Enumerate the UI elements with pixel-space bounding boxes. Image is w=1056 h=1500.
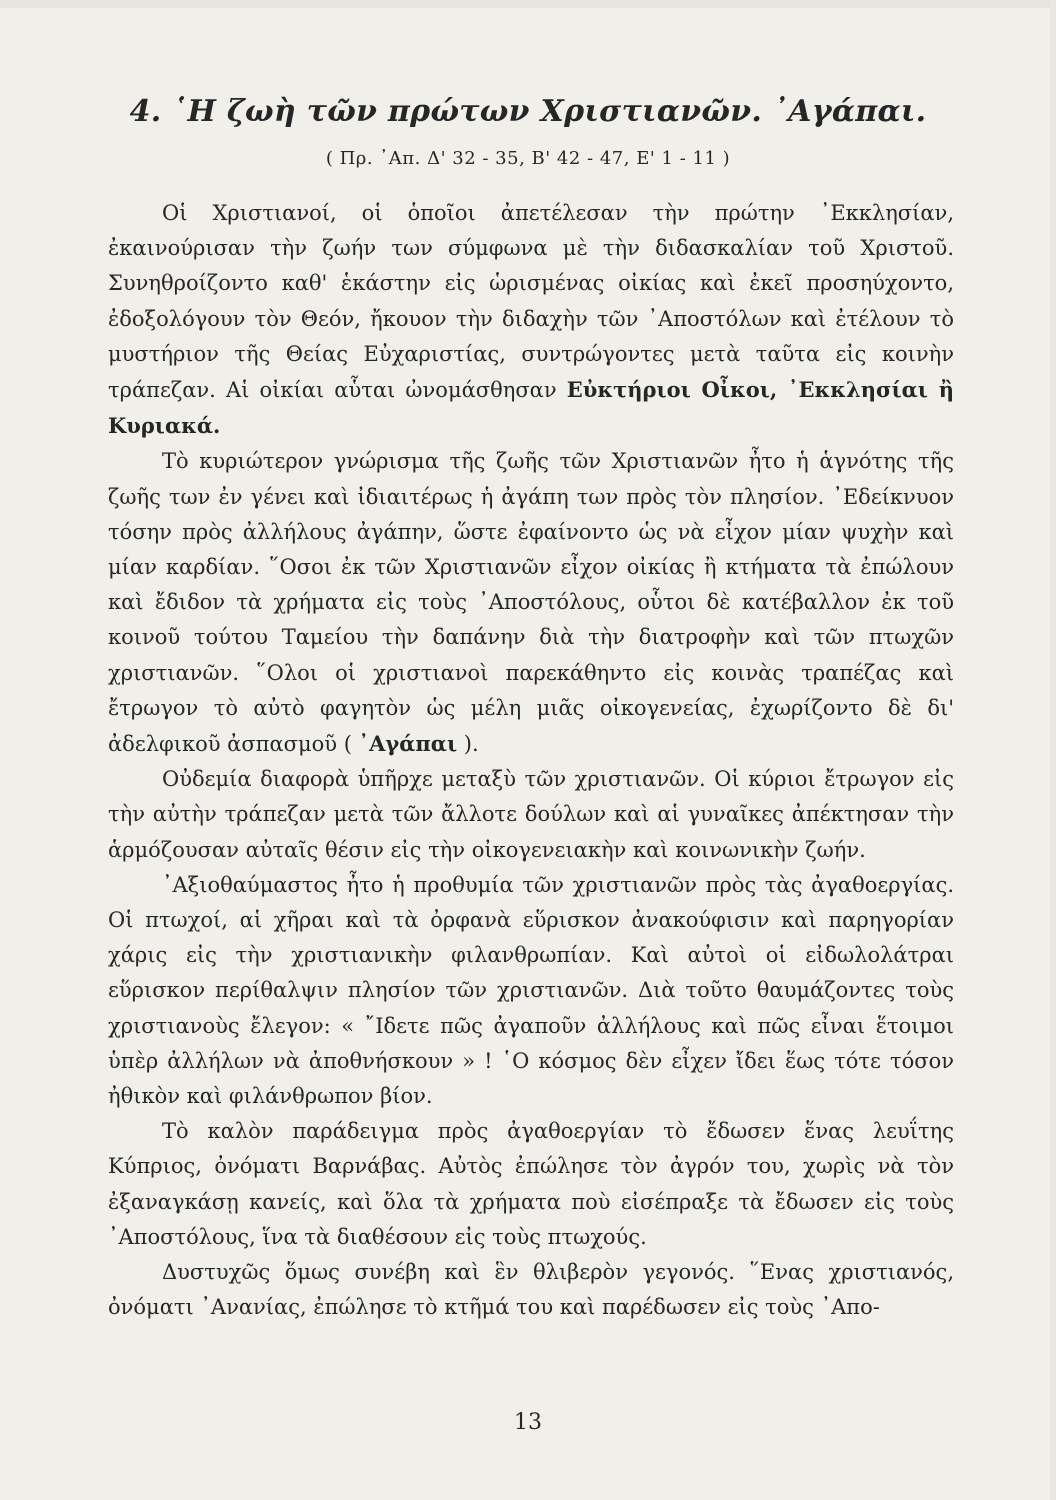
paragraph-2 xyxy=(108,444,954,762)
paragraph-3 xyxy=(108,762,954,868)
page-number: 13 xyxy=(514,1410,542,1435)
body-text xyxy=(108,196,954,1326)
paragraph-text: Τὸ καλὸν παράδειγμα πρὸς ἀγαθοεργίαν τὸ ἔδωσεν ἕνας λευΐτης Κύπριος, ὀνόματι Βαρνάβας. Αὐτὸς ἐπώλησε τὸν ἀγρόν του, χωρὶς νὰ τὸν ἐξαναγκάσῃ κανείς, καὶ ὅλα τὰ χρήματα ποὺ εἰσέπραξε τὰ ἔδωσεν εἰς τοὺς ᾿Αποστόλους, ἵνα τὰ διαθέσουν εἰς τοὺς πτωχούς. xyxy=(108,1119,954,1249)
paragraph-text: Τὸ κυριώτερον γνώρισμα τῆς ζωῆς τῶν Χριστιανῶν ἦτο ἡ ἁγνότης τῆς ζωῆς των ἐν γένει καὶ ἰδιαιτέρως ἡ ἀγάπη των πρὸς τὸν πλησίον. ᾿Εδείκνυον τόσην πρὸς ἀλλήλους ἀγάπην, ὥστε ἐφαίνοντο ὡς νὰ εἶχον μίαν ψυχὴν καὶ μίαν καρδίαν. ῞Οσοι ἐκ τῶν Χριστιανῶν εἶχον οἰκίας ἢ κτήματα τὰ ἐπώλουν καὶ ἔδιδον τὰ χρήματα εἰς τοὺς ᾿Αποστόλους, οὗτοι δὲ κατέβαλλον ἐκ τοῦ κοινοῦ τούτου Ταμείου τὴν δαπάνην διὰ τὴν διατροφὴν καὶ τῶν πτωχῶν χριστιανῶν. ῞Ολοι οἱ χριστιανοὶ παρεκάθηντο εἰς κοινὰς τραπέζας καὶ ἔτρωγον τὸ αὐτὸ φαγητὸν ὡς μέλη μιᾶς οἰκογενείας, ἐχωρίζοντο δὲ δι' ἀδελφικοῦ ἀσπασμοῦ ( xyxy=(108,449,954,757)
paragraph-text: ᾿Αξιοθαύμαστος ἦτο ἡ προθυμία τῶν χριστιανῶν πρὸς τὰς ἀγαθοεργίας. Οἱ πτωχοί, αἱ χῆραι καὶ τὰ ὀρφανὰ εὕρισκον ἀνακούφισιν καὶ παρηγορίαν χάρις εἰς τὴν χριστιανικὴν φιλανθρωπίαν. Καὶ αὐτοὶ οἱ εἰδωλολάτραι εὕρισκον περίθαλψιν πλησίον τῶν χριστιανῶν. Διὰ τοῦτο θαυμάζοντες τοὺς χριστιανοὺς ἔλεγον: « ῎Ιδετε πῶς ἀγαποῦν ἀλλήλους καὶ πῶς εἶναι ἕτοιμοι ὑπὲρ ἀλλήλων νὰ ἀποθνήσκουν » ! ῾Ο κόσμος δὲν εἶχεν ἴδει ἕως τότε τόσον ἠθικὸν καὶ φιλάνθρωπον βίον. xyxy=(108,872,954,1109)
scan-edge-right xyxy=(1050,0,1056,1500)
paragraph-text: Οὐδεμία διαφορὰ ὑπῆρχε μεταξὺ τῶν χριστιανῶν. Οἱ κύριοι ἔτρωγον εἰς τὴν αὐτὴν τράπεζαν μετὰ τῶν ἄλλοτε δούλων καὶ αἱ γυναῖκες ἀπέκτησαν τὴν ἁρμόζουσαν αὐταῖς θέσιν εἰς τὴν οἰκογενειακὴν καὶ κοινωνικὴν ζωήν. xyxy=(108,767,954,862)
bold-term: Εὐκτήριοι Οἶκοι, ᾿Εκκλησίαι ἢ Κυριακά. xyxy=(108,377,954,439)
paragraph-text: Οἱ Χριστιανοί, οἱ ὁποῖοι ἀπετέλεσαν τὴν πρώτην ᾿Εκκλησίαν, ἐκαινούρισαν τὴν ζωήν των σύμφωνα μὲ τὴν διδασκαλίαν τοῦ Χριστοῦ. Συνηθροίζοντο καθ' ἑκάστην εἰς ὡρισμένας οἰκίας καὶ ἐκεῖ προσηύχοντο, ἐδοξολόγουν τὸν Θεόν, ἤκουον τὴν διδαχὴν τῶν ᾿Αποστόλων καὶ ἐτέλουν τὸ μυστήριον τῆς Θείας Εὐχαριστίας, συντρώγοντες μετὰ ταῦτα εἰς κοινὴν τράπεζαν. Αἱ οἰκίαι αὗται ὠνομάσθησαν xyxy=(108,201,954,403)
paragraph-6 xyxy=(108,1255,954,1325)
chapter-title: 4. ῾Η ζωὴ τῶν πρώτων Χριστιανῶν. ᾿Αγάπαι. xyxy=(129,94,927,129)
paragraph-1 xyxy=(108,196,954,444)
paragraph-4 xyxy=(108,868,954,1114)
scan-edge-top xyxy=(0,0,1056,8)
scripture-reference: ( Πρ. ᾿Απ. Δ' 32 - 35, Β' 42 - 47, Ε' 1 - 11 ) xyxy=(325,148,731,169)
paragraph-text: Δυστυχῶς ὅμως συνέβη καὶ ἓν θλιβερὸν γεγονός. ῞Ενας χριστιανός, ὀνόματι ᾿Ανανίας, ἐπώλησε τὸ κτῆμά του καὶ παρέδωσεν εἰς τοὺς ᾿Απο- xyxy=(108,1260,954,1320)
paragraph-text: ). xyxy=(457,732,479,757)
paragraph-5 xyxy=(108,1114,954,1255)
bold-term: ᾿Αγάπαι xyxy=(358,731,458,757)
